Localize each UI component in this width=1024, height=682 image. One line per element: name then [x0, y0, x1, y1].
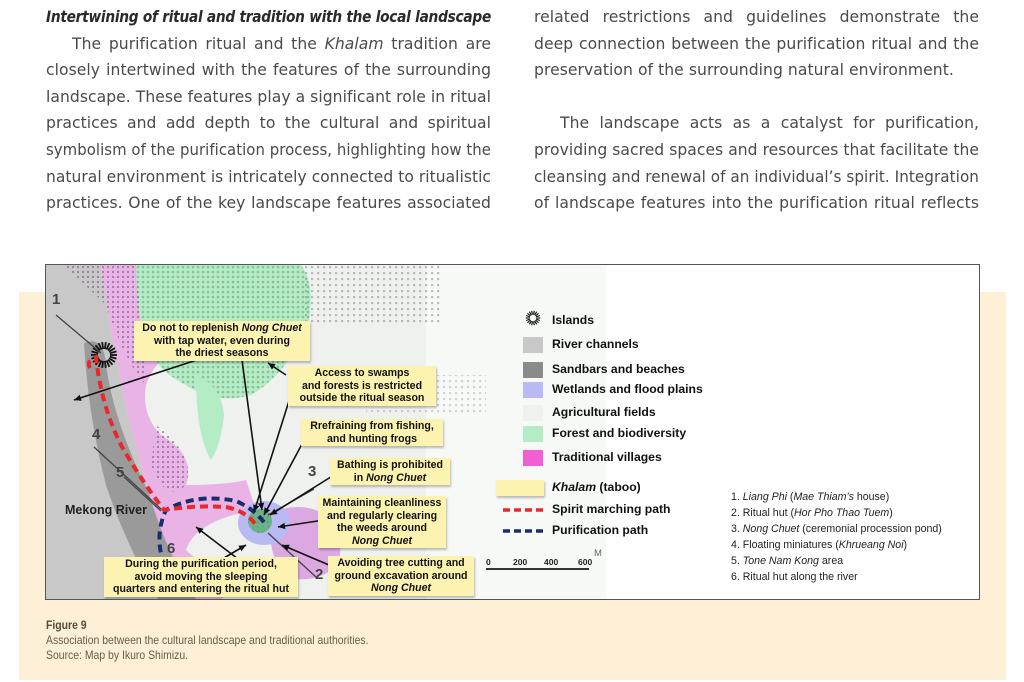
- paragraph-line: [534, 4, 979, 31]
- site-notes-list: [731, 489, 942, 585]
- note-text: area: [818, 555, 844, 567]
- purification-path-swatch: [501, 523, 547, 539]
- legend-item-sandbars: [521, 361, 741, 381]
- khalam-callout-tree-cutting: [328, 556, 474, 596]
- paragraph-line-text: closely intertwined with the features of the surrounding: [46, 61, 492, 80]
- paragraph-line-text: practices. One of the key landscape features associated: [46, 194, 491, 213]
- note-text: 5.: [731, 555, 743, 567]
- site-number-1: 1: [52, 291, 61, 308]
- paragraph-line: [46, 31, 491, 58]
- legend-swatch: [523, 426, 543, 442]
- note-text: 6.: [731, 571, 743, 583]
- legend-item-spirit-path: [521, 501, 741, 521]
- paragraph-line: [534, 110, 979, 137]
- note-text: 4.: [731, 539, 743, 551]
- legend-label: Traditional villages: [552, 450, 662, 464]
- callout-text: and hunting frogs: [326, 432, 418, 445]
- section-subheading: Intertwining of ritual and tradition with the local landscape: [46, 8, 491, 26]
- caption-text: Association between the cultural landscape and traditional authorities.: [46, 634, 369, 647]
- note-text: ): [889, 507, 893, 519]
- callout-text: the weeds around: [336, 522, 428, 535]
- site-note: [731, 505, 942, 521]
- text-run: tradition are: [383, 34, 491, 53]
- scale-tick: 400: [544, 557, 559, 567]
- paragraph-line: [46, 190, 491, 217]
- khalam-callout-swamp-access: [288, 366, 436, 406]
- legend-label: Islands: [552, 313, 594, 327]
- khalam-callout-sleeping-quarters: [104, 557, 298, 597]
- site-number-2: 2: [315, 566, 324, 583]
- landscape-map: [45, 264, 980, 600]
- legend-item-villages: [521, 449, 741, 469]
- paragraph-line: [534, 164, 979, 191]
- site-note: [731, 537, 942, 553]
- paragraph-line-text: of landscape features into the purification ritual reflects: [534, 194, 980, 213]
- callout-text: Maintaining cleanliness: [322, 497, 442, 509]
- legend-item-khalam: [521, 479, 741, 499]
- note-text-italic: Nong Chuet: [742, 523, 800, 535]
- legend-item-purification-path: [521, 522, 741, 542]
- legend-item-islands: [521, 312, 741, 332]
- paragraph-line-text: symbolism of the purification process, highlighting how the: [46, 140, 491, 159]
- note-text-italic: Mae Thiam’s: [793, 491, 854, 503]
- callout-text: with tap water, even during: [154, 334, 290, 347]
- paragraph-line-text: [46, 31, 491, 58]
- article-right-column: [534, 4, 979, 217]
- paragraph-line: [534, 190, 979, 217]
- legend-label: (taboo): [596, 480, 641, 494]
- scale-tick: 200: [513, 557, 528, 567]
- note-text: (: [786, 491, 794, 503]
- callout-text: Rrefraining from fishing,: [310, 420, 434, 432]
- legend-label: Forest and biodiversity: [552, 426, 687, 440]
- legend-item-wetlands: [521, 381, 741, 401]
- legend-item-river-channels: [521, 336, 741, 356]
- note-text: 2.: [731, 507, 743, 519]
- paragraph-line-text: providing sacred spaces and resources that facilitate the: [534, 140, 980, 159]
- paragraph-line: [46, 57, 491, 84]
- paragraph-line-text: landscape. These features play a significant role in ritual: [46, 87, 492, 106]
- callout-text: Bathing is prohibited: [337, 459, 443, 471]
- note-text: 3.: [731, 523, 743, 535]
- figure-caption: [46, 618, 369, 663]
- text-run: The purification ritual and the: [72, 34, 325, 53]
- note-text: Floating miniatures (: [742, 539, 839, 551]
- island-burst-icon: [523, 310, 543, 326]
- khalam-callout-fishing: [301, 419, 443, 446]
- site-number-4: 4: [92, 426, 101, 443]
- paragraph-line-text: related restrictions and guidelines demonstrate the: [534, 8, 979, 26]
- paragraph-line: [46, 137, 491, 164]
- note-text: ): [903, 539, 908, 551]
- note-text-italic: Liang Phi: [742, 491, 787, 503]
- note-text: Ritual hut along the river: [742, 571, 858, 583]
- paragraph-line: [534, 57, 979, 84]
- paragraph-line-text: deep connection between the purification ritual and the: [534, 34, 980, 53]
- callout-text: Avoiding tree cutting and: [337, 557, 465, 569]
- khalam-callout-bathing: [330, 458, 450, 485]
- legend-label: Sandbars and beaches: [552, 362, 685, 376]
- article-left-column: [46, 4, 491, 217]
- site-number-6: 6: [167, 540, 176, 557]
- callout-text: Do not to replenish: [142, 322, 242, 334]
- note-text: (ceremonial procession pond): [799, 523, 942, 535]
- note-text: Ritual hut (: [742, 507, 795, 519]
- section-subheading-line: [46, 4, 491, 31]
- legend-item-agricultural: [521, 404, 741, 424]
- paragraph-line-text: preservation of the surrounding natural environment.: [534, 61, 954, 80]
- paragraph-line: [46, 84, 491, 111]
- paragraph-line-text: cleansing and renewal of an individual’s spirit. Integration: [534, 167, 980, 186]
- callout-text: avoid moving the sleeping: [134, 570, 268, 583]
- paragraph-line-text: practices and add depth to the cultural and spiritual: [46, 114, 492, 133]
- legend-label-italic: Khalam: [552, 480, 597, 494]
- site-number-5: 5: [116, 464, 125, 481]
- paragraph-line: [534, 137, 979, 164]
- callout-text: Access to swamps: [314, 367, 410, 379]
- paragraph-line: [46, 110, 491, 137]
- khalam-callout-tap-water: [134, 321, 310, 361]
- note-text-italic: Khrueang Noi: [838, 539, 904, 551]
- callout-text: the driest seasons: [175, 347, 269, 360]
- callout-text-italic: Nong Chuet: [241, 322, 302, 334]
- legend-swatch: [523, 450, 543, 466]
- scale-unit: M: [594, 548, 602, 559]
- site-note: [731, 553, 942, 569]
- site-note: [731, 569, 942, 585]
- figure-label: Figure 9: [46, 619, 87, 632]
- paragraph-line: [534, 31, 979, 58]
- legend-swatch: [496, 480, 544, 496]
- callout-text-italic: Nong Chuet: [351, 534, 413, 547]
- legend-swatch: [523, 382, 543, 398]
- callout-text-italic: Nong Chuet: [366, 471, 427, 484]
- scale-tick: 600: [578, 557, 593, 567]
- paragraph-line-text: natural environment is intricately connected to ritualistic: [46, 167, 492, 186]
- note-text-italic: Tone Nam Kong: [742, 555, 819, 567]
- scale-line: [486, 568, 589, 570]
- spirit-path-swatch: [501, 502, 547, 518]
- text-run-italic: Khalam: [324, 34, 384, 53]
- legend-label: River channels: [552, 337, 639, 351]
- site-number-3: 3: [308, 463, 317, 480]
- legend-label: Spirit marching path: [552, 502, 671, 516]
- callout-text: and forests is restricted: [301, 379, 423, 392]
- caption-source: Source: Map by Ikuro Shimizu.: [46, 649, 189, 662]
- callout-text: ground excavation around: [334, 569, 468, 582]
- note-text: house): [853, 491, 890, 503]
- scale-tick: 0: [486, 557, 491, 567]
- callout-text: outside the ritual season: [299, 392, 425, 405]
- mekong-river-label: Mekong River: [65, 503, 147, 517]
- site-note: [731, 489, 942, 505]
- khalam-callout-cleanliness: [318, 496, 446, 548]
- legend-swatch: [523, 405, 543, 421]
- legend-swatch: [523, 362, 543, 378]
- site-note: [731, 521, 942, 537]
- note-text: 1.: [731, 491, 743, 503]
- callout-text-italic: Nong Chuet: [370, 582, 432, 595]
- legend-label: Wetlands and flood plains: [552, 382, 703, 396]
- note-text-italic: Hor Pho Thao Tuem: [794, 507, 890, 519]
- legend-label: Agricultural fields: [552, 405, 656, 419]
- legend-swatch: [523, 337, 543, 353]
- legend-item-forest: [521, 425, 741, 445]
- callout-text: During the purification period,: [125, 558, 277, 570]
- callout-text: in: [353, 471, 367, 484]
- legend-label: Purification path: [552, 523, 649, 537]
- callout-text: quarters and entering the ritual hut: [113, 583, 289, 596]
- paragraph-line: [46, 164, 491, 191]
- paragraph-line-text: The landscape acts as a catalyst for purification,: [560, 114, 980, 133]
- callout-text: and regularly clearing: [326, 509, 438, 522]
